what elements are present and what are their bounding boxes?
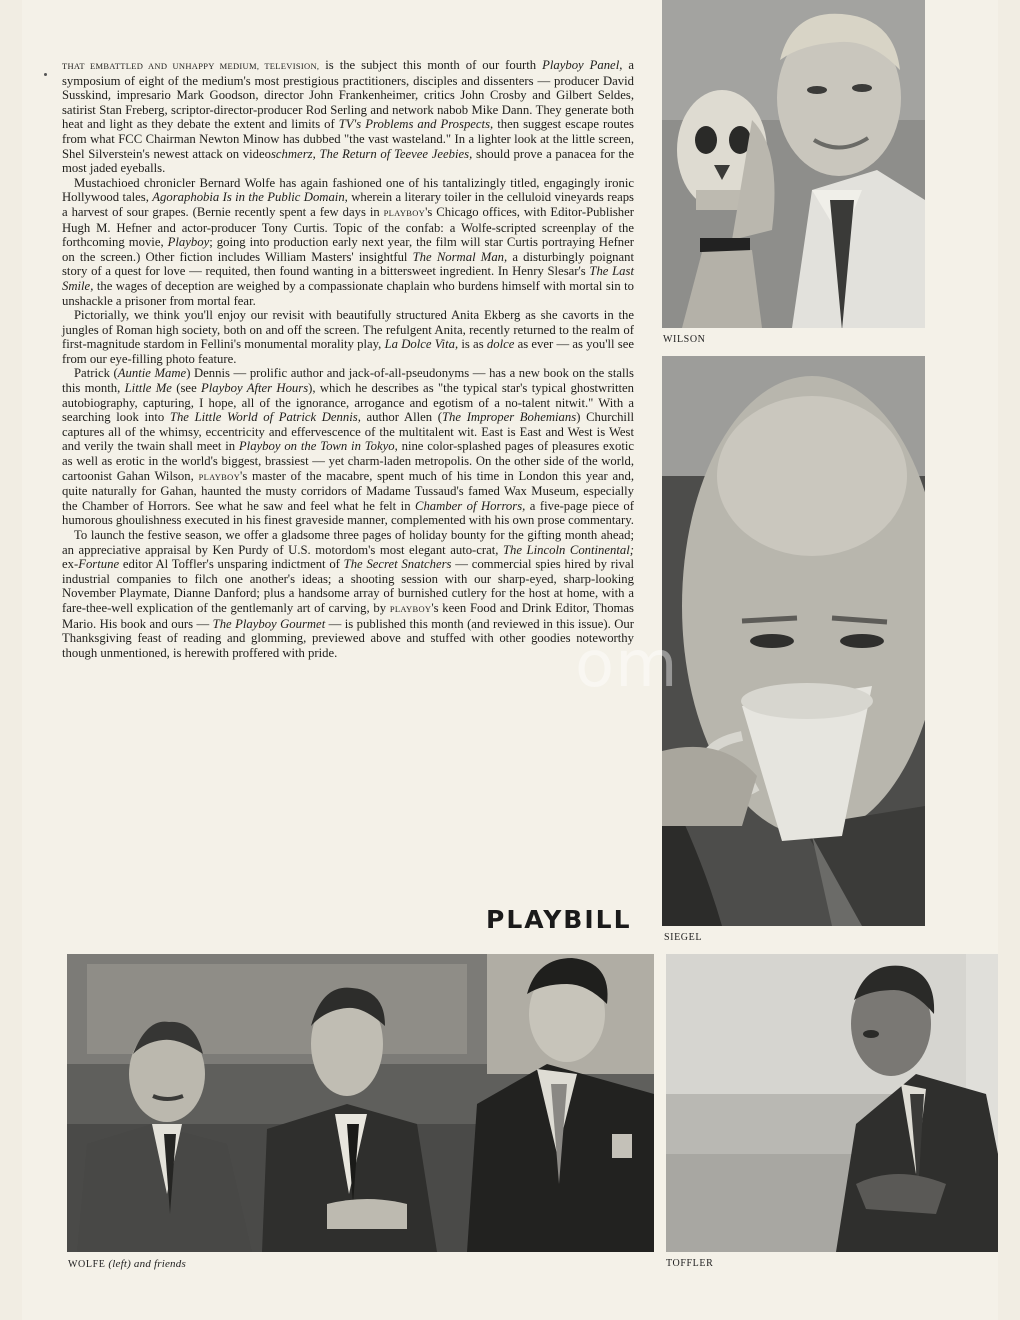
caption-wilson: WILSON [663,334,706,345]
paragraph-holiday: To launch the festive season, we offer a gladsome three pages of holiday bounty for the gifting month ahead; an appreciative appraisal by Ken Purdy of U.S. motordom's most elegant auto-crat, The Lincoln Continental; ex-Fortune editor Al Toffler's unsparing indictment of The Secret Snatchers — commercial spies hired by rival industrial companies to filch one another's ideas; a shooting session with our sharp-eyed, sharp-looking November Playmate, Dianne Danford; plus a handsome array of burnished cutlery for the host at home, with a fare-thee-well explication of the gentlemanly art of carving, by PLAYBOY's keen Food and Drink Editor, Thomas Mario. His book and ours — The Playboy Gourmet — is published this month (and reviewed in this issue). Our Thanksgiving feast of reading and glomming, previewed above and stuffed with other goodies noteworthy though unmentioned, is herewith proffered with pride. [62,528,634,660]
paragraph-dennis: Patrick (Auntie Mame) Dennis — prolific author and jack-of-all-pseudonyms — has a new book on the stalls this month, Little Me (see Playboy After Hours), which he describes as "the typical star's typical ghostwritten autobiography, capturing, I hope, all of the ignorance, arrogance and egotism of a no-talent nitwit." With a searching look into The Little World of Patrick Dennis, author Allen (The Improper Bohemians) Churchill captures all of the whimsy, eccentricity and effervescence of the multitalent wit. East is East and West is West and verily the twain shall meet in Playboy on the Town in Tokyo, nine color-splashed pages of pleasures exotic as well as erotic in the world's biggest, brassiest — yet charm-laden metropolis. On the other side of the world, cartoonist Gahan Wilson, PLAYBOY's master of the macabre, spent much of his time in London this year and, quite naturally for Gahan, haunted the musty corridors of Madame Tussaud's famed Wax Museum, especially the Chamber of Horrors. See what he saw and feel what he felt in Chamber of Horrors, a five-page piece of humorous ghoulishness executed in his finest graveside manner, complemented with his own prose commentary. [62,366,634,528]
lead-in: THAT EMBATTLED AND UNHAPPY MEDIUM, TELEVISION, [62,61,320,71]
wilson-photo [662,0,925,328]
paragraph-television-panel: THAT EMBATTLED AND UNHAPPY MEDIUM, TELEVISION, is the subject this month of our fourth Playboy Panel, a symposium of eight of the medium's most prestigious practitioners, disciples and dissenters — producer David Susskind, impresario Mark Goodson, director John Frankenheimer, critics John Crosby and Gilbert Seldes, satirist Stan Freberg, scriptor-director-producer Rod Serling and network nabob Mike Dann. They generate both heat and light as they debate the extent and limits of TV's Problems and Prospects, then suggest escape routes from what FCC Chairman Newton Minow has dubbed "the vast wasteland." In a lighter look at the little screen, Shel Silverstein's newest attack on videoschmerz, The Return of Teevee Jeebies, should prove a panacea for the most jaded eyeballs. [62,58,634,176]
siegel-photo [662,356,925,926]
caption-siegel: SIEGEL [664,932,703,943]
watermark: om [575,628,679,702]
paragraph-pictorial: Pictorially, we think you'll enjoy our revisit with beautifully structured Anita Ekberg as she cavorts in the jungles of Roman high society, both on and off the screen. The refulgent Anita, recently returned to the realm of first-magnitude stardom in Fellini's monumental morality play, La Dolce Vita, is as dolce as ever — as you'll see from our eye-filling photo feature. [62,308,634,366]
toffler-photo [666,954,998,1252]
caption-toffler: TOFFLER [666,1258,714,1269]
editorial-text [62,58,634,660]
margin-mark [44,73,47,76]
caption-wolfe: WOLFE (left) and friends [68,1258,186,1270]
section-heading: PLAYBILL [486,905,632,934]
paragraph-fiction: Mustachioed chronicler Bernard Wolfe has again fashioned one of his tantalizingly titled, engagingly ironic Hollywood tales, Agoraphobia Is in the Public Domain, wherein a literary toiler in the celluloid vineyards reaps a harvest of sour grapes. (Bernie recently spent a few days in PLAYBOY's Chicago offices, with Editor-Publisher Hugh M. Hefner and actor-producer Tony Curtis. Topic of the confab: a Wolfe-scripted screenplay of the forthcoming movie, Playboy; going into production early next year, the film will star Curtis portraying Hefner on the screen.) Other fiction includes William Masters' insightful The Normal Man, a disturbingly poignant story of a quest for love — requited, then found wanting in a bittersweet ingredient. In Henry Slesar's The Last Smile, the wages of deception are weighed by a compassionate chaplain who burdens himself with mortal sin to unshackle a prisoner from mortal fear. [62,175,635,308]
wolfe-and-friends-photo [67,954,654,1252]
